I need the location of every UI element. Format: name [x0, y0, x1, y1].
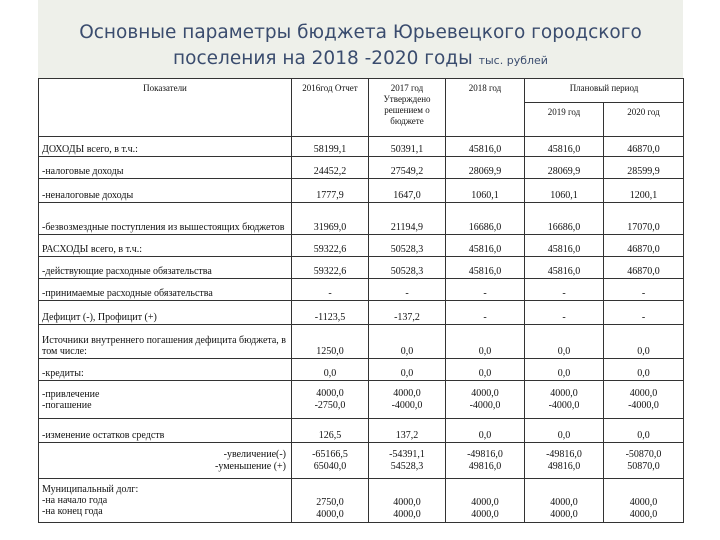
cell-value: 50870,0 [627, 460, 660, 472]
cell-value: 4000,0 [550, 387, 578, 399]
cell-2018: 28069,9 [446, 157, 525, 179]
cell-2020: 1200,1 [604, 179, 684, 203]
cell-2017: 50528,3 [369, 257, 446, 279]
cell-2017: 50391,1 [369, 137, 446, 157]
table-row [39, 157, 684, 179]
cell-2017 [369, 443, 446, 479]
row-label-line: -на конец года [42, 506, 103, 517]
header-2019: 2019 год [525, 103, 604, 137]
cell-value: 4000,0 [550, 509, 578, 520]
cell-2017 [369, 479, 446, 523]
cell-2020: 0,0 [604, 325, 684, 359]
cell-2020 [604, 479, 684, 523]
cell-2017: 1647,0 [369, 179, 446, 203]
cell-2018: 45816,0 [446, 137, 525, 157]
row-label [39, 443, 292, 479]
cell-2018: 1060,1 [446, 179, 525, 203]
cell-2016: -1123,5 [292, 301, 369, 325]
cell-value: 4000,0 [471, 509, 499, 520]
cell-value: 4000,0 [316, 387, 344, 399]
row-label: -кредиты: [39, 359, 292, 381]
cell-2017: -137,2 [369, 301, 446, 325]
row-label-line: -увеличение(-) [223, 448, 286, 460]
cell-2020 [604, 381, 684, 419]
cell-2020: - [604, 301, 684, 325]
cell-value: 65040,0 [313, 460, 347, 472]
cell-2017 [369, 381, 446, 419]
row-label: -безвозмездные поступления из вышестоящих бюджетов [39, 203, 292, 235]
row-label [39, 479, 292, 523]
table-row [39, 235, 684, 257]
cell-value: 2750,0 [316, 497, 344, 508]
cell-2017: 50528,3 [369, 235, 446, 257]
cell-2017: 0,0 [369, 359, 446, 381]
cell-value: -4000,0 [548, 399, 580, 411]
cell-value: 4000,0 [629, 387, 658, 399]
cell-2019: 0,0 [525, 359, 604, 381]
header-2018: 2018 год [446, 79, 525, 137]
cell-2020: - [604, 279, 684, 301]
row-label-line: -погашение [42, 399, 92, 411]
cell-value: -65166,5 [312, 448, 348, 460]
table-header-row [39, 79, 684, 103]
cell-2019: - [525, 279, 604, 301]
cell-2020 [604, 443, 684, 479]
cell-2016: - [292, 279, 369, 301]
row-label: -налоговые доходы [39, 157, 292, 179]
cell-2019 [525, 443, 604, 479]
cell-2020: 0,0 [604, 419, 684, 443]
cell-2019: 0,0 [525, 325, 604, 359]
cell-2018 [446, 479, 525, 523]
row-label: Источники внутреннего погашения дефицита бюджета, в том числе: [39, 325, 292, 359]
cell-value: -49816,0 [546, 448, 582, 460]
cell-2018: 45816,0 [446, 235, 525, 257]
header-2020: 2020 год [604, 103, 684, 137]
cell-value: -4000,0 [391, 399, 423, 411]
cell-2016 [292, 479, 369, 523]
table-row [39, 203, 684, 235]
table-row [39, 443, 684, 479]
cell-2018: 0,0 [446, 359, 525, 381]
cell-2019: 0,0 [525, 419, 604, 443]
row-label: -действующие расходные обязательства [39, 257, 292, 279]
cell-2018 [446, 381, 525, 419]
row-label: Дефицит (-), Профицит (+) [39, 301, 292, 325]
table-row [39, 325, 684, 359]
cell-2018: 45816,0 [446, 257, 525, 279]
row-label-line: -на начало года [42, 495, 108, 506]
table-row [39, 301, 684, 325]
cell-value: 4000,0 [550, 497, 578, 508]
table-row [39, 359, 684, 381]
header-2016: 2016год Отчет [292, 79, 369, 137]
table-row [39, 257, 684, 279]
cell-2020: 0,0 [604, 359, 684, 381]
cell-2018: 0,0 [446, 325, 525, 359]
cell-2019: 28069,9 [525, 157, 604, 179]
cell-2016: 1250,0 [292, 325, 369, 359]
cell-value: 4000,0 [471, 497, 499, 508]
cell-2020: 28599,9 [604, 157, 684, 179]
slide-title [38, 20, 683, 74]
cell-2016: 1777,9 [292, 179, 369, 203]
cell-2016: 31969,0 [292, 203, 369, 235]
cell-value: 4000,0 [316, 509, 344, 520]
cell-2017: 27549,2 [369, 157, 446, 179]
table-row [39, 279, 684, 301]
cell-2016 [292, 381, 369, 419]
row-label-line: Муниципальный долг: [42, 484, 139, 495]
cell-value: 4000,0 [393, 509, 421, 520]
header-2017: 2017 год Утверждено решением о бюджете [369, 79, 446, 137]
cell-value: 4000,0 [471, 387, 499, 399]
table-row [39, 179, 684, 203]
table-row [39, 479, 684, 523]
cell-value: 49816,0 [547, 460, 581, 472]
table-row [39, 419, 684, 443]
cell-value: -50870,0 [625, 448, 662, 460]
table-row [39, 381, 684, 419]
cell-value: 54528,3 [390, 460, 424, 472]
header-indicator: Показатели [39, 79, 292, 137]
row-label [39, 381, 292, 419]
title-main: Основные параметры бюджета Юрьевецкого городского поселения на 2018 -2020 годы [79, 22, 642, 69]
cell-2016: 59322,6 [292, 235, 369, 257]
cell-value: 49816,0 [468, 460, 502, 472]
cell-2017: 137,2 [369, 419, 446, 443]
cell-2016: 59322,6 [292, 257, 369, 279]
cell-value: -4000,0 [628, 399, 659, 411]
cell-value: 4000,0 [629, 497, 658, 508]
cell-2017: 0,0 [369, 325, 446, 359]
cell-2017: 21194,9 [369, 203, 446, 235]
cell-value: -4000,0 [469, 399, 501, 411]
row-label-line: -уменьшение (+) [215, 460, 286, 472]
header-planned: Плановый период [525, 79, 684, 103]
cell-2019: - [525, 301, 604, 325]
cell-2019: 45816,0 [525, 137, 604, 157]
cell-value: -2750,0 [314, 399, 346, 411]
cell-2018: 16686,0 [446, 203, 525, 235]
cell-2019: 1060,1 [525, 179, 604, 203]
cell-2020: 17070,0 [604, 203, 684, 235]
cell-2017: - [369, 279, 446, 301]
cell-value: 4000,0 [393, 387, 421, 399]
cell-2016 [292, 443, 369, 479]
row-label: -принимаемые расходные обязательства [39, 279, 292, 301]
row-label: ДОХОДЫ всего, в т.ч.: [39, 137, 292, 157]
cell-value: -49816,0 [467, 448, 503, 460]
title-units: тыс. рублей [478, 54, 548, 67]
row-label: -изменение остатков средств [39, 419, 292, 443]
cell-2020: 46870,0 [604, 235, 684, 257]
cell-2020: 46870,0 [604, 137, 684, 157]
cell-2016: 58199,1 [292, 137, 369, 157]
cell-value: 4000,0 [393, 497, 421, 508]
cell-value: -54391,1 [389, 448, 425, 460]
cell-2019: 45816,0 [525, 257, 604, 279]
cell-2020: 46870,0 [604, 257, 684, 279]
cell-2019: 45816,0 [525, 235, 604, 257]
budget-table [38, 78, 684, 523]
cell-2019 [525, 381, 604, 419]
cell-value: 4000,0 [629, 509, 658, 520]
cell-2018: - [446, 279, 525, 301]
cell-2016: 24452,2 [292, 157, 369, 179]
cell-2018: - [446, 301, 525, 325]
row-label-line: -привлечение [42, 388, 100, 400]
cell-2018 [446, 443, 525, 479]
cell-2016: 126,5 [292, 419, 369, 443]
cell-2018: 0,0 [446, 419, 525, 443]
cell-2019 [525, 479, 604, 523]
table-row [39, 137, 684, 157]
cell-2019: 16686,0 [525, 203, 604, 235]
cell-2016: 0,0 [292, 359, 369, 381]
row-label: РАСХОДЫ всего, в т.ч.: [39, 235, 292, 257]
row-label: -неналоговые доходы [39, 179, 292, 203]
